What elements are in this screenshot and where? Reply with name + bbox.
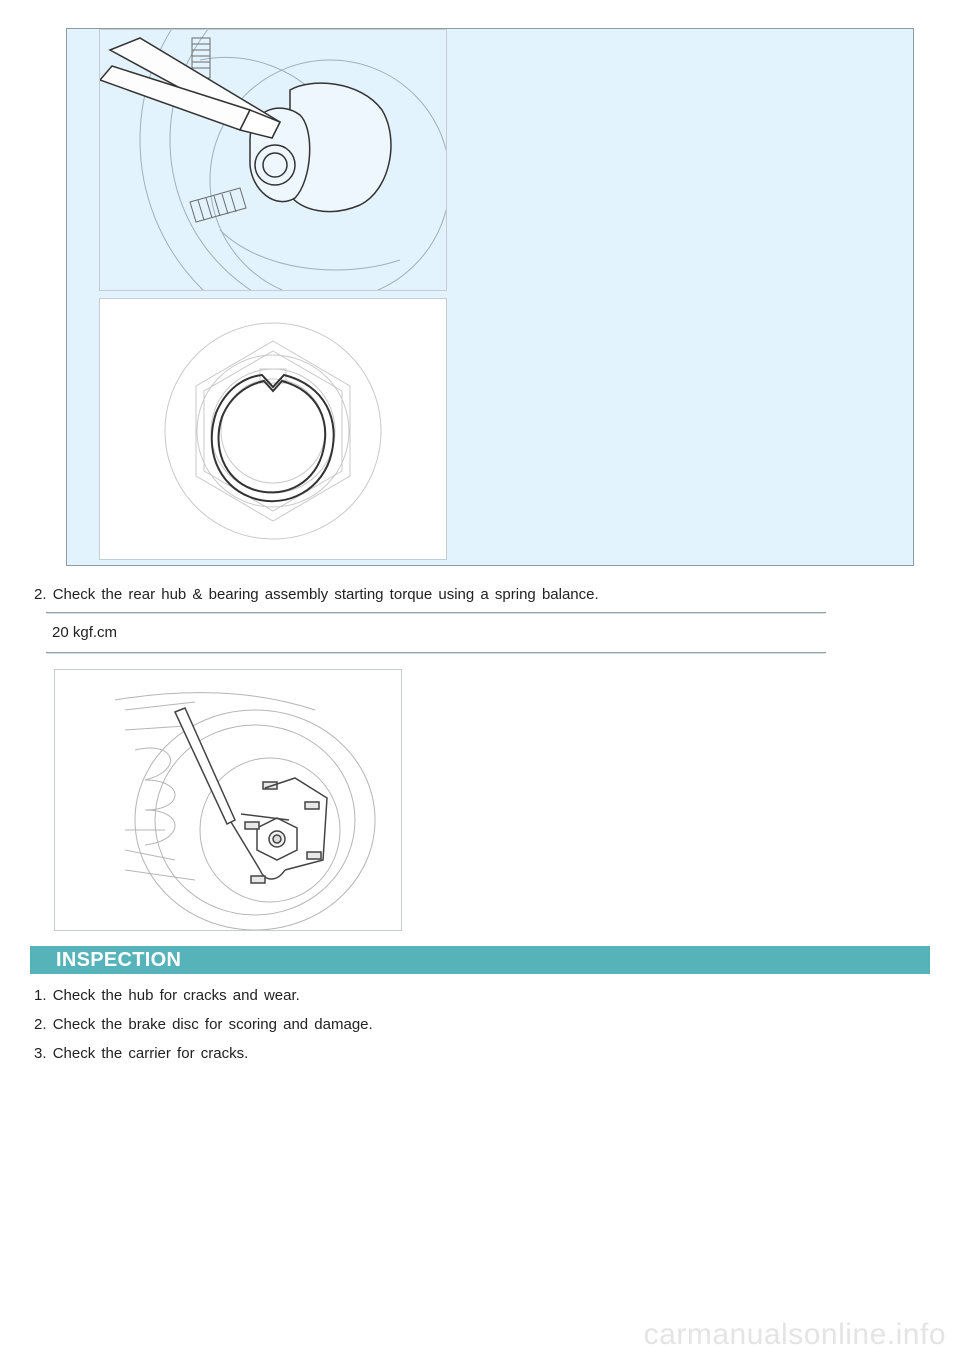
inspection-item-2 [34, 1016, 373, 1034]
inspection-item-1 [34, 987, 300, 1005]
watermark: carmanualsonline.info [643, 1318, 946, 1351]
inspection-section-header [30, 946, 930, 974]
item-number: 1. [34, 987, 47, 1004]
item-number: 3. [34, 1045, 47, 1062]
inspection-item-3 [34, 1045, 248, 1063]
step-text: Check the rear hub & bearing assembly starting torque using a spring balance. [52, 586, 599, 603]
staked-nut-front-view-illustration [99, 298, 447, 560]
spring-balance-torque-illustration [54, 669, 402, 931]
step-number: 2. [34, 586, 47, 603]
torque-spec-value: 20 kgf.cm [52, 624, 118, 641]
procedure-step-2 [34, 586, 599, 604]
section-title: INSPECTION [56, 949, 182, 971]
item-number: 2. [34, 1016, 47, 1033]
spec-divider-top [46, 612, 826, 614]
item-text: Check the hub for cracks and wear. [52, 987, 300, 1004]
spec-divider-bottom [46, 652, 826, 654]
item-text: Check the carrier for cracks. [52, 1045, 249, 1062]
hub-nut-staking-illustration [99, 29, 447, 291]
item-text: Check the brake disc for scoring and damage. [52, 1016, 373, 1033]
